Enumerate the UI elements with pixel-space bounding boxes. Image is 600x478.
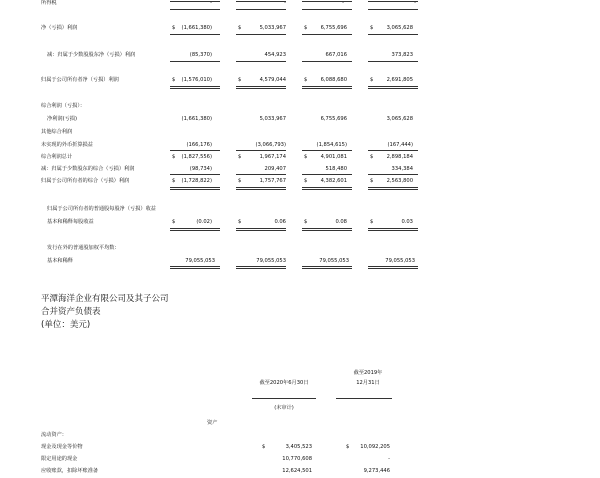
cell: 79,055,053 (319, 258, 349, 264)
rule (170, 150, 220, 151)
cell: 373,823 (391, 52, 413, 58)
cell: 518,480 (325, 166, 347, 172)
row-label: 未实现的外币折算损益 (41, 142, 93, 148)
cell: 5,033,967 (259, 116, 286, 122)
currency-symbol: $ (370, 154, 374, 160)
row-label: 基本和稀释每股收益 (47, 219, 94, 225)
cell: (1,661,380) (181, 25, 212, 31)
rule (368, 174, 418, 175)
cell: (1,827,556) (181, 154, 212, 160)
row-label: 基本和稀释 (47, 258, 73, 264)
rule (170, 174, 220, 175)
rule (236, 9, 286, 10)
currency-symbol: $ (304, 219, 308, 225)
cell: 79,055,053 (385, 258, 415, 264)
cell: 6,088,680 (320, 77, 347, 83)
currency-symbol: $ (172, 154, 176, 160)
cell: 0.08 (335, 219, 347, 225)
row-label: 净利润(亏损) (47, 116, 77, 122)
cell: - (342, 0, 344, 6)
cell: (1,576,010) (181, 77, 212, 83)
double-rule (368, 86, 418, 89)
cell: 4,579,044 (259, 77, 286, 83)
rule (368, 150, 418, 151)
double-rule (236, 187, 286, 190)
cell: (3,066,793) (255, 142, 286, 148)
cell: - (388, 456, 390, 462)
currency-symbol: $ (238, 154, 242, 160)
double-rule (236, 266, 286, 269)
cell: 334,384 (391, 166, 413, 172)
cell: 2,563,800 (386, 178, 413, 184)
row-label: 减：归属于少数股东的综合（亏损）利润 (41, 166, 135, 172)
row-label: 所得税 (41, 0, 57, 6)
rule (368, 61, 418, 62)
rule (252, 398, 316, 399)
row-label: 归属于公司所有者的普通股每股净（亏损）收益 (47, 206, 156, 212)
double-rule (368, 228, 418, 231)
currency-symbol: $ (304, 77, 308, 83)
row-label: 净（亏损）利润 (41, 25, 78, 31)
currency-symbol: $ (346, 444, 350, 450)
currency-symbol: $ (238, 77, 242, 83)
double-rule (302, 187, 352, 190)
column-header: 截至2019年 (353, 370, 383, 376)
currency-symbol: $ (370, 219, 374, 225)
cell: - (414, 0, 416, 6)
rule (170, 34, 220, 35)
currency-symbol: $ (172, 178, 176, 184)
cell: 9,273,446 (363, 468, 390, 474)
section-heading: 资产 (207, 420, 218, 426)
currency-symbol: $ (172, 25, 176, 31)
double-rule (170, 187, 220, 190)
column-header: 截至2020年6月30日 (259, 380, 309, 386)
column-header: 12月31日 (356, 380, 380, 386)
cell: (166,176) (186, 142, 212, 148)
currency-symbol: $ (370, 77, 374, 83)
double-rule (170, 86, 220, 89)
row-label: 限定用途的现金 (41, 456, 78, 462)
currency-symbol: $ (262, 444, 266, 450)
rule (170, 9, 220, 10)
cell: (85,370) (189, 52, 212, 58)
company-name: 平潭海洋企业有限公司及其子公司 (41, 294, 169, 304)
cell: 2,691,805 (386, 77, 413, 83)
double-rule (368, 187, 418, 190)
currency-symbol: $ (238, 178, 242, 184)
cell: (1,661,380) (181, 116, 212, 122)
section-subheading: 流动资产： (41, 432, 67, 438)
cell: 1,757,767 (259, 178, 286, 184)
row-label: 综合利润总计 (41, 154, 73, 160)
cell: 10,770,608 (282, 456, 312, 462)
cell: 454,923 (264, 52, 286, 58)
cell: (1,728,822) (181, 178, 212, 184)
rule (236, 174, 286, 175)
unaudited-note: (未审计) (274, 405, 294, 411)
cell: 5,033,967 (259, 25, 286, 31)
row-label: 应收账款，扣除坏账准备 (41, 468, 99, 474)
cell: 667,016 (325, 52, 347, 58)
cell: 4,382,601 (320, 178, 347, 184)
row-label: 减：归属于少数股股东净（亏损）利润 (47, 52, 136, 58)
currency-symbol: $ (172, 77, 176, 83)
cell: - (210, 0, 212, 6)
double-rule (368, 266, 418, 269)
double-rule (236, 86, 286, 89)
row-label: 发行在外的普通股加权平均数： (47, 245, 120, 251)
rule (368, 9, 418, 10)
cell: (0.02) (196, 219, 212, 225)
cell: 2,898,184 (386, 154, 413, 160)
cell: (167,444) (387, 142, 413, 148)
unit-note: (单位：美元) (41, 320, 91, 330)
cell: 10,092,205 (360, 444, 390, 450)
rule (302, 34, 352, 35)
currency-symbol: $ (304, 154, 308, 160)
cell: 3,065,628 (386, 116, 413, 122)
rule (336, 398, 392, 399)
cell: 3,065,628 (386, 25, 413, 31)
rule (302, 61, 352, 62)
rule (302, 174, 352, 175)
rule (302, 9, 352, 10)
cell: (1,854,615) (316, 142, 347, 148)
currency-symbol: $ (304, 25, 308, 31)
double-rule (302, 266, 352, 269)
row-label: 综合利润（亏损）： (41, 103, 86, 109)
cell: 12,624,501 (282, 468, 312, 474)
rule (236, 150, 286, 151)
row-label: 其他综合利润 (41, 129, 73, 135)
cell: 0.06 (274, 219, 286, 225)
double-rule (302, 86, 352, 89)
currency-symbol: $ (370, 178, 374, 184)
cell: (98,734) (189, 166, 212, 172)
cell: 79,055,053 (185, 258, 215, 264)
row-label: 现金及现金等价物 (41, 444, 83, 450)
cell: 6,755,696 (320, 25, 347, 31)
row-label: 归属于公司所有者的综合（亏损）利润 (41, 178, 130, 184)
cell: 209,407 (264, 166, 286, 172)
rule (368, 34, 418, 35)
double-rule (236, 228, 286, 231)
double-rule (170, 266, 220, 269)
rule (170, 61, 220, 62)
double-rule (170, 228, 220, 231)
cell: 1,967,174 (259, 154, 286, 160)
currency-symbol: $ (238, 25, 242, 31)
currency-symbol: $ (370, 25, 374, 31)
cell: 0.03 (401, 219, 413, 225)
cell: 3,405,523 (285, 444, 312, 450)
rule (302, 150, 352, 151)
cell: 4,901,081 (320, 154, 347, 160)
row-label: 归属于公司所有者净（亏损）利润 (41, 77, 119, 83)
currency-symbol: $ (172, 219, 176, 225)
rule (236, 34, 286, 35)
cell: 6,755,696 (320, 116, 347, 122)
cell: 79,055,053 (256, 258, 286, 264)
cell: - (284, 0, 286, 6)
currency-symbol: $ (304, 178, 308, 184)
rule (236, 61, 286, 62)
double-rule (302, 228, 352, 231)
currency-symbol: $ (238, 219, 242, 225)
statement-title: 合并资产负债表 (41, 307, 101, 317)
